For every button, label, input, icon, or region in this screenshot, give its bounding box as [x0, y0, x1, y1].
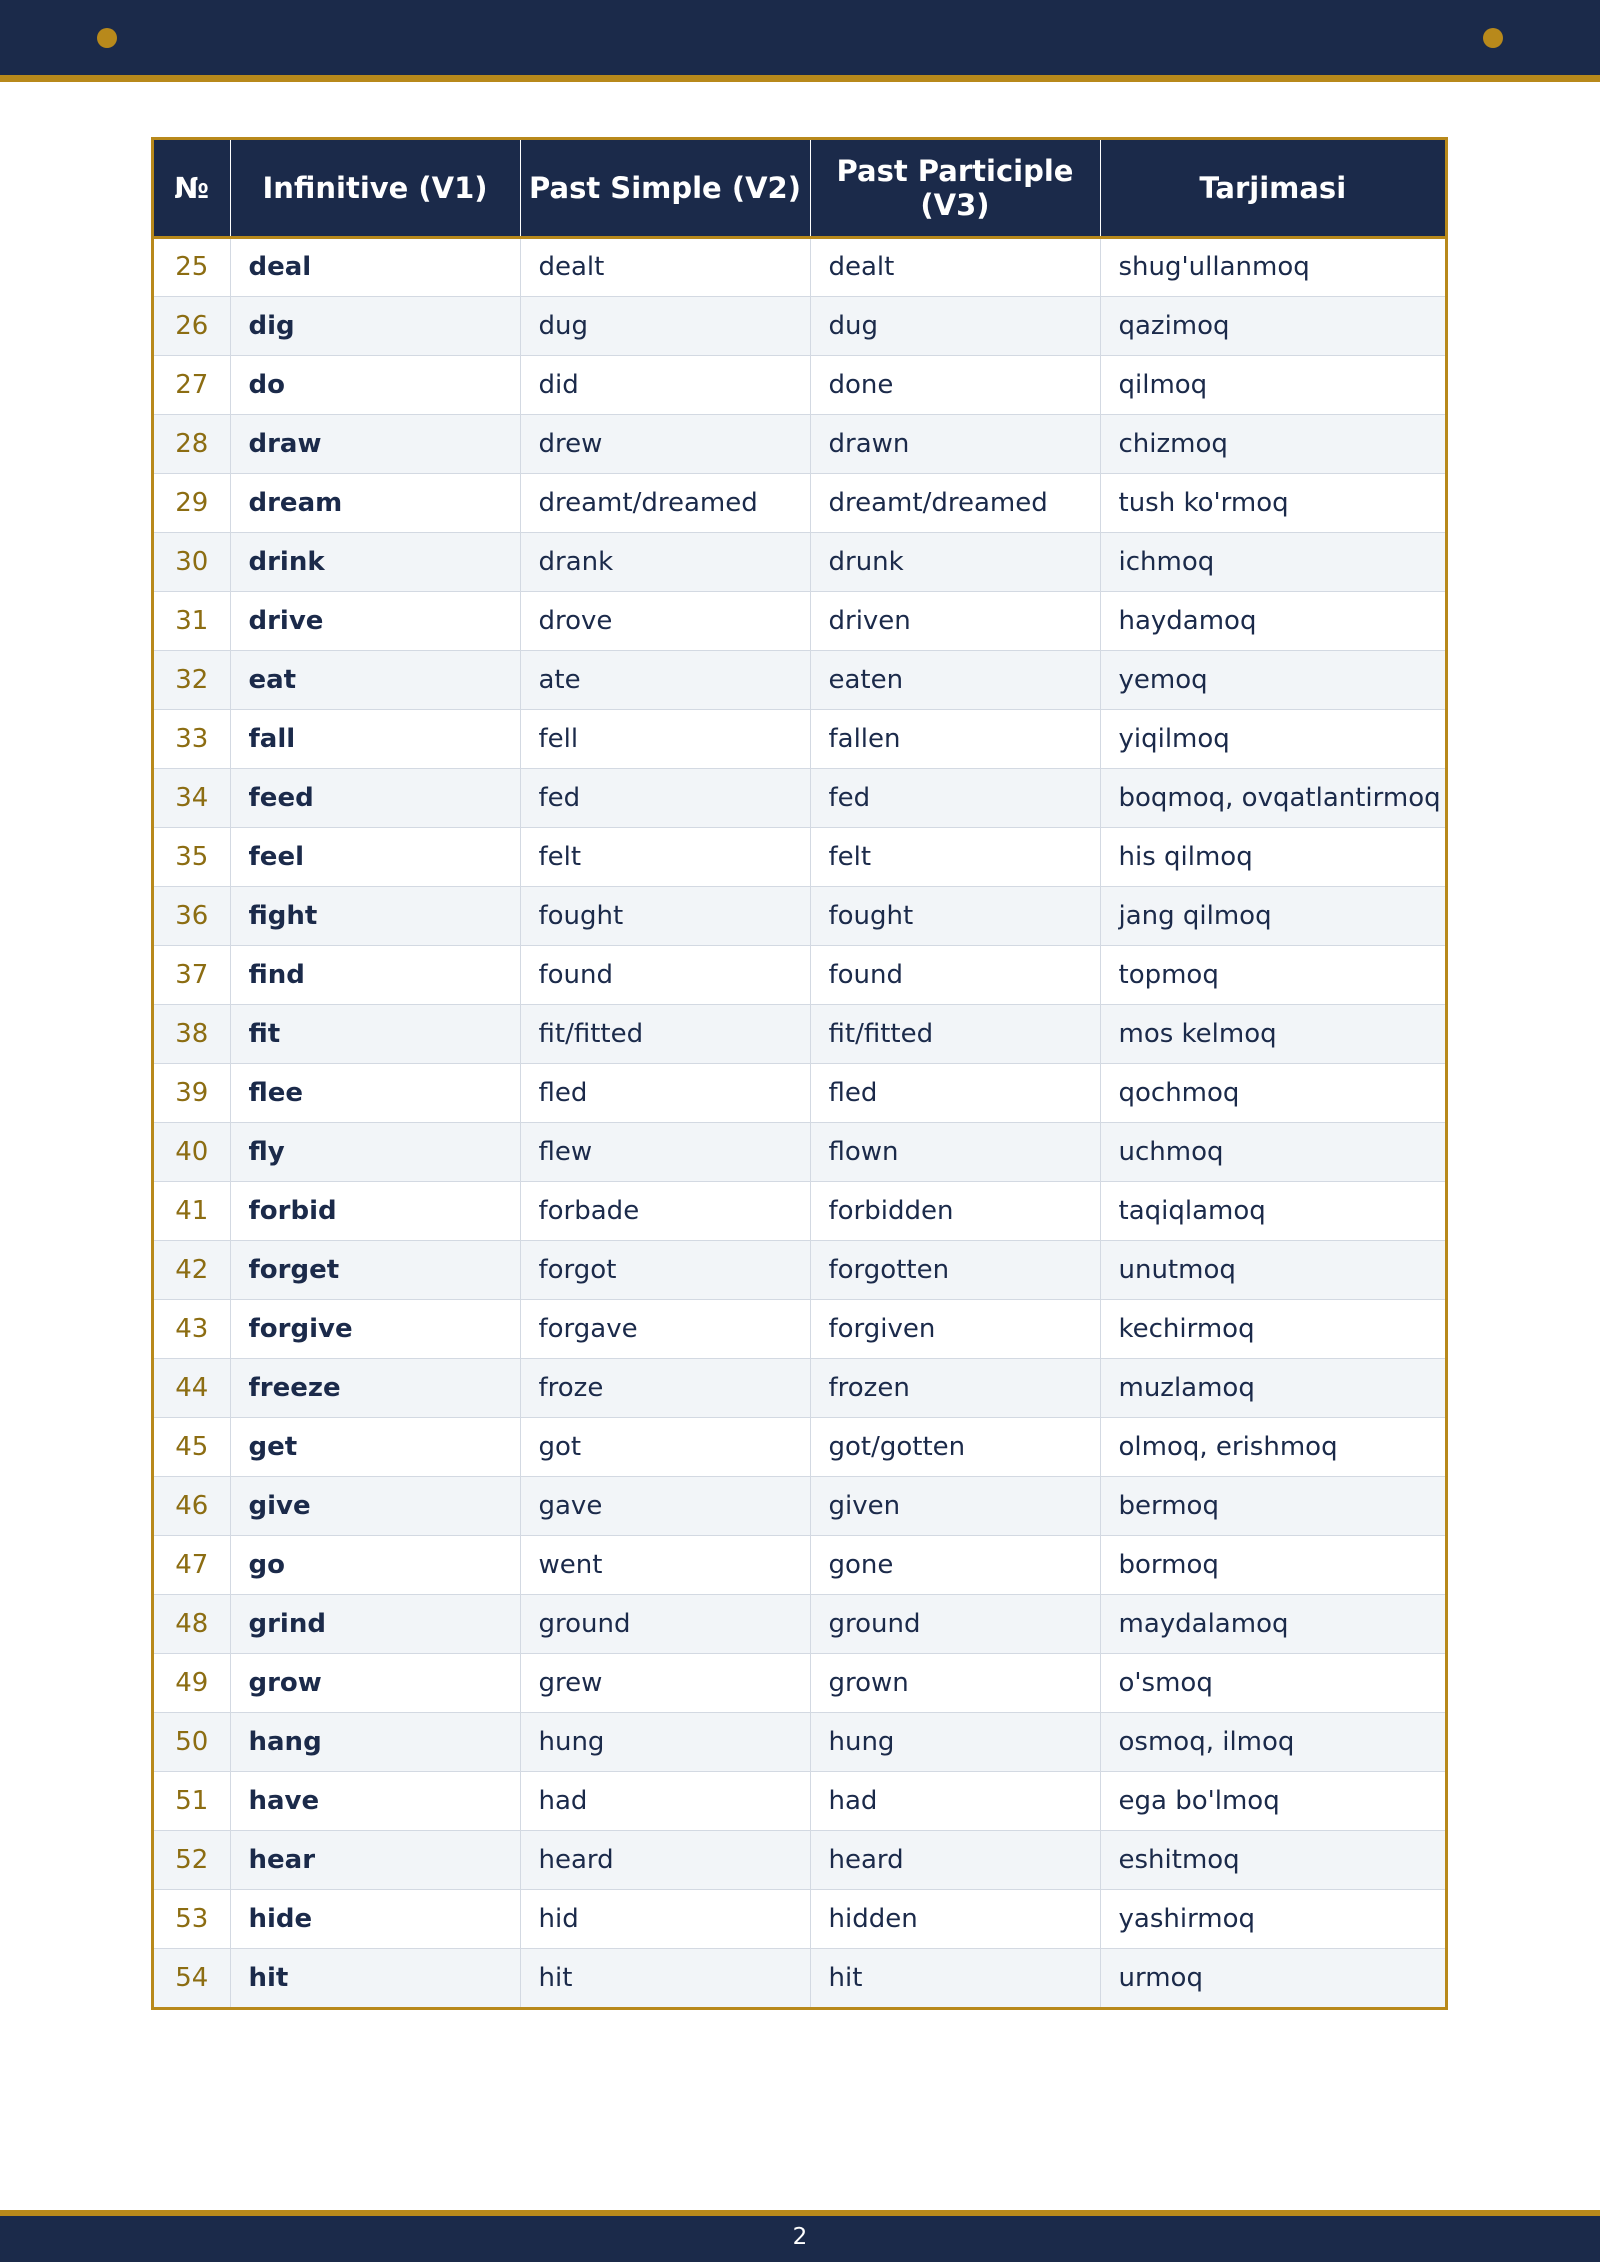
table-row: [154, 1181, 1445, 1240]
cell-past-participle: heard: [810, 1830, 1100, 1889]
cell-number: 44: [154, 1358, 230, 1417]
cell-past-participle: forgiven: [810, 1299, 1100, 1358]
cell-past-participle: fallen: [810, 709, 1100, 768]
header-row: [154, 140, 1445, 237]
cell-past-participle: hung: [810, 1712, 1100, 1771]
cell-number: 36: [154, 886, 230, 945]
cell-past-participle: given: [810, 1476, 1100, 1535]
header-past-simple: Past Simple (V2): [520, 140, 810, 237]
cell-infinitive: hide: [230, 1889, 520, 1948]
cell-translation: tush ko'rmoq: [1100, 473, 1445, 532]
cell-past-simple: heard: [520, 1830, 810, 1889]
cell-number: 27: [154, 355, 230, 414]
cell-infinitive: go: [230, 1535, 520, 1594]
cell-number: 47: [154, 1535, 230, 1594]
cell-number: 26: [154, 296, 230, 355]
table-row: [154, 650, 1445, 709]
cell-number: 34: [154, 768, 230, 827]
cell-translation: jang qilmoq: [1100, 886, 1445, 945]
cell-translation: yiqilmoq: [1100, 709, 1445, 768]
cell-number: 40: [154, 1122, 230, 1181]
cell-translation: yashirmoq: [1100, 1889, 1445, 1948]
table-row: [154, 1417, 1445, 1476]
table-row: [154, 827, 1445, 886]
table-row: [154, 1889, 1445, 1948]
decorative-dot-left-icon: [97, 28, 117, 48]
cell-past-participle: frozen: [810, 1358, 1100, 1417]
cell-past-simple: drew: [520, 414, 810, 473]
table-row: [154, 237, 1445, 296]
cell-past-participle: gone: [810, 1535, 1100, 1594]
table-row: [154, 473, 1445, 532]
table-row: [154, 1122, 1445, 1181]
table-row: [154, 532, 1445, 591]
cell-infinitive: forget: [230, 1240, 520, 1299]
cell-past-participle: had: [810, 1771, 1100, 1830]
cell-infinitive: grow: [230, 1653, 520, 1712]
cell-infinitive: hang: [230, 1712, 520, 1771]
cell-translation: maydalamoq: [1100, 1594, 1445, 1653]
cell-past-participle: drunk: [810, 532, 1100, 591]
cell-translation: chizmoq: [1100, 414, 1445, 473]
cell-past-simple: drove: [520, 591, 810, 650]
cell-past-participle: drawn: [810, 414, 1100, 473]
header-past-participle: Past Participle (V3): [810, 140, 1100, 237]
cell-past-simple: fled: [520, 1063, 810, 1122]
cell-translation: muzlamoq: [1100, 1358, 1445, 1417]
table-row: [154, 1948, 1445, 2007]
cell-past-simple: flew: [520, 1122, 810, 1181]
cell-number: 46: [154, 1476, 230, 1535]
table-row: [154, 1712, 1445, 1771]
cell-past-simple: ate: [520, 650, 810, 709]
cell-number: 50: [154, 1712, 230, 1771]
table-row: [154, 355, 1445, 414]
cell-past-participle: felt: [810, 827, 1100, 886]
cell-number: 35: [154, 827, 230, 886]
table-row: [154, 886, 1445, 945]
cell-infinitive: deal: [230, 237, 520, 296]
cell-number: 25: [154, 237, 230, 296]
table-row: [154, 768, 1445, 827]
cell-number: 31: [154, 591, 230, 650]
cell-translation: bormoq: [1100, 1535, 1445, 1594]
cell-infinitive: forbid: [230, 1181, 520, 1240]
cell-infinitive: find: [230, 945, 520, 1004]
cell-past-participle: done: [810, 355, 1100, 414]
cell-translation: qazimoq: [1100, 296, 1445, 355]
cell-past-participle: ground: [810, 1594, 1100, 1653]
table-body: [154, 237, 1445, 2007]
cell-past-participle: flown: [810, 1122, 1100, 1181]
cell-infinitive: flee: [230, 1063, 520, 1122]
table-row: [154, 1299, 1445, 1358]
table-row: [154, 1594, 1445, 1653]
table-row: [154, 1771, 1445, 1830]
cell-past-participle: forbidden: [810, 1181, 1100, 1240]
cell-translation: urmoq: [1100, 1948, 1445, 2007]
cell-infinitive: fit: [230, 1004, 520, 1063]
header-gold-rule: [0, 75, 1600, 82]
cell-past-simple: forbade: [520, 1181, 810, 1240]
cell-number: 30: [154, 532, 230, 591]
cell-number: 38: [154, 1004, 230, 1063]
cell-translation: qochmoq: [1100, 1063, 1445, 1122]
cell-infinitive: forgive: [230, 1299, 520, 1358]
table-row: [154, 591, 1445, 650]
cell-past-simple: had: [520, 1771, 810, 1830]
cell-past-simple: fought: [520, 886, 810, 945]
cell-number: 54: [154, 1948, 230, 2007]
cell-past-participle: fled: [810, 1063, 1100, 1122]
cell-number: 42: [154, 1240, 230, 1299]
cell-past-participle: grown: [810, 1653, 1100, 1712]
cell-translation: ega bo'lmoq: [1100, 1771, 1445, 1830]
cell-infinitive: have: [230, 1771, 520, 1830]
cell-translation: o'smoq: [1100, 1653, 1445, 1712]
cell-translation: olmoq, erishmoq: [1100, 1417, 1445, 1476]
cell-number: 48: [154, 1594, 230, 1653]
table-row: [154, 1358, 1445, 1417]
cell-past-participle: fought: [810, 886, 1100, 945]
cell-translation: uchmoq: [1100, 1122, 1445, 1181]
cell-infinitive: fall: [230, 709, 520, 768]
cell-infinitive: get: [230, 1417, 520, 1476]
cell-past-simple: dealt: [520, 237, 810, 296]
cell-past-simple: fell: [520, 709, 810, 768]
cell-past-simple: grew: [520, 1653, 810, 1712]
cell-past-simple: hid: [520, 1889, 810, 1948]
cell-past-simple: fit/fitted: [520, 1004, 810, 1063]
cell-past-simple: dreamt/dreamed: [520, 473, 810, 532]
cell-infinitive: fight: [230, 886, 520, 945]
table-row: [154, 709, 1445, 768]
cell-past-participle: hit: [810, 1948, 1100, 2007]
irregular-verbs-table: [154, 140, 1445, 2007]
table-row: [154, 1063, 1445, 1122]
cell-infinitive: dream: [230, 473, 520, 532]
cell-past-participle: dreamt/dreamed: [810, 473, 1100, 532]
cell-infinitive: hit: [230, 1948, 520, 2007]
cell-translation: osmoq, ilmoq: [1100, 1712, 1445, 1771]
cell-past-simple: fed: [520, 768, 810, 827]
cell-translation: taqiqlamoq: [1100, 1181, 1445, 1240]
verb-table-frame: [151, 137, 1448, 2010]
cell-infinitive: grind: [230, 1594, 520, 1653]
cell-past-simple: dug: [520, 296, 810, 355]
cell-past-simple: forgot: [520, 1240, 810, 1299]
cell-translation: kechirmoq: [1100, 1299, 1445, 1358]
page-number: 2: [792, 2224, 808, 2250]
cell-number: 51: [154, 1771, 230, 1830]
cell-past-simple: felt: [520, 827, 810, 886]
cell-translation: boqmoq, ovqatlantirmoq: [1100, 768, 1445, 827]
cell-infinitive: fly: [230, 1122, 520, 1181]
cell-number: 28: [154, 414, 230, 473]
table-row: [154, 1004, 1445, 1063]
table-row: [154, 1535, 1445, 1594]
cell-past-simple: forgave: [520, 1299, 810, 1358]
cell-past-participle: forgotten: [810, 1240, 1100, 1299]
table-row: [154, 1476, 1445, 1535]
cell-translation: topmoq: [1100, 945, 1445, 1004]
cell-translation: qilmoq: [1100, 355, 1445, 414]
cell-number: 37: [154, 945, 230, 1004]
header-number: №: [154, 140, 230, 237]
cell-translation: mos kelmoq: [1100, 1004, 1445, 1063]
cell-infinitive: give: [230, 1476, 520, 1535]
table-row: [154, 945, 1445, 1004]
cell-past-participle: driven: [810, 591, 1100, 650]
table-row: [154, 414, 1445, 473]
cell-past-simple: went: [520, 1535, 810, 1594]
cell-infinitive: draw: [230, 414, 520, 473]
cell-past-participle: hidden: [810, 1889, 1100, 1948]
cell-number: 49: [154, 1653, 230, 1712]
header-infinitive: Infinitive (V1): [230, 140, 520, 237]
cell-infinitive: do: [230, 355, 520, 414]
table-header: [154, 140, 1445, 237]
cell-past-participle: dug: [810, 296, 1100, 355]
cell-past-simple: drank: [520, 532, 810, 591]
cell-translation: haydamoq: [1100, 591, 1445, 650]
cell-infinitive: eat: [230, 650, 520, 709]
cell-number: 45: [154, 1417, 230, 1476]
decorative-dot-right-icon: [1483, 28, 1503, 48]
cell-number: 43: [154, 1299, 230, 1358]
cell-past-participle: eaten: [810, 650, 1100, 709]
cell-translation: ichmoq: [1100, 532, 1445, 591]
cell-number: 41: [154, 1181, 230, 1240]
cell-infinitive: feel: [230, 827, 520, 886]
cell-translation: yemoq: [1100, 650, 1445, 709]
cell-infinitive: hear: [230, 1830, 520, 1889]
cell-number: 32: [154, 650, 230, 709]
cell-past-simple: hit: [520, 1948, 810, 2007]
cell-past-simple: hung: [520, 1712, 810, 1771]
cell-past-participle: got/gotten: [810, 1417, 1100, 1476]
cell-past-simple: got: [520, 1417, 810, 1476]
cell-past-participle: dealt: [810, 237, 1100, 296]
cell-past-simple: did: [520, 355, 810, 414]
cell-translation: unutmoq: [1100, 1240, 1445, 1299]
cell-past-participle: fit/fitted: [810, 1004, 1100, 1063]
cell-past-participle: fed: [810, 768, 1100, 827]
cell-number: 29: [154, 473, 230, 532]
cell-translation: eshitmoq: [1100, 1830, 1445, 1889]
cell-infinitive: drive: [230, 591, 520, 650]
cell-translation: his qilmoq: [1100, 827, 1445, 886]
cell-past-participle: found: [810, 945, 1100, 1004]
cell-number: 52: [154, 1830, 230, 1889]
cell-translation: bermoq: [1100, 1476, 1445, 1535]
table-row: [154, 1240, 1445, 1299]
table-row: [154, 1653, 1445, 1712]
cell-past-simple: ground: [520, 1594, 810, 1653]
cell-past-simple: froze: [520, 1358, 810, 1417]
cell-number: 33: [154, 709, 230, 768]
table-row: [154, 1830, 1445, 1889]
table-row: [154, 296, 1445, 355]
header-band: [0, 0, 1600, 75]
cell-infinitive: freeze: [230, 1358, 520, 1417]
cell-past-simple: found: [520, 945, 810, 1004]
header-translation: Tarjimasi: [1100, 140, 1445, 237]
cell-infinitive: feed: [230, 768, 520, 827]
cell-infinitive: drink: [230, 532, 520, 591]
cell-number: 53: [154, 1889, 230, 1948]
cell-infinitive: dig: [230, 296, 520, 355]
cell-number: 39: [154, 1063, 230, 1122]
cell-past-simple: gave: [520, 1476, 810, 1535]
cell-translation: shug'ullanmoq: [1100, 237, 1445, 296]
